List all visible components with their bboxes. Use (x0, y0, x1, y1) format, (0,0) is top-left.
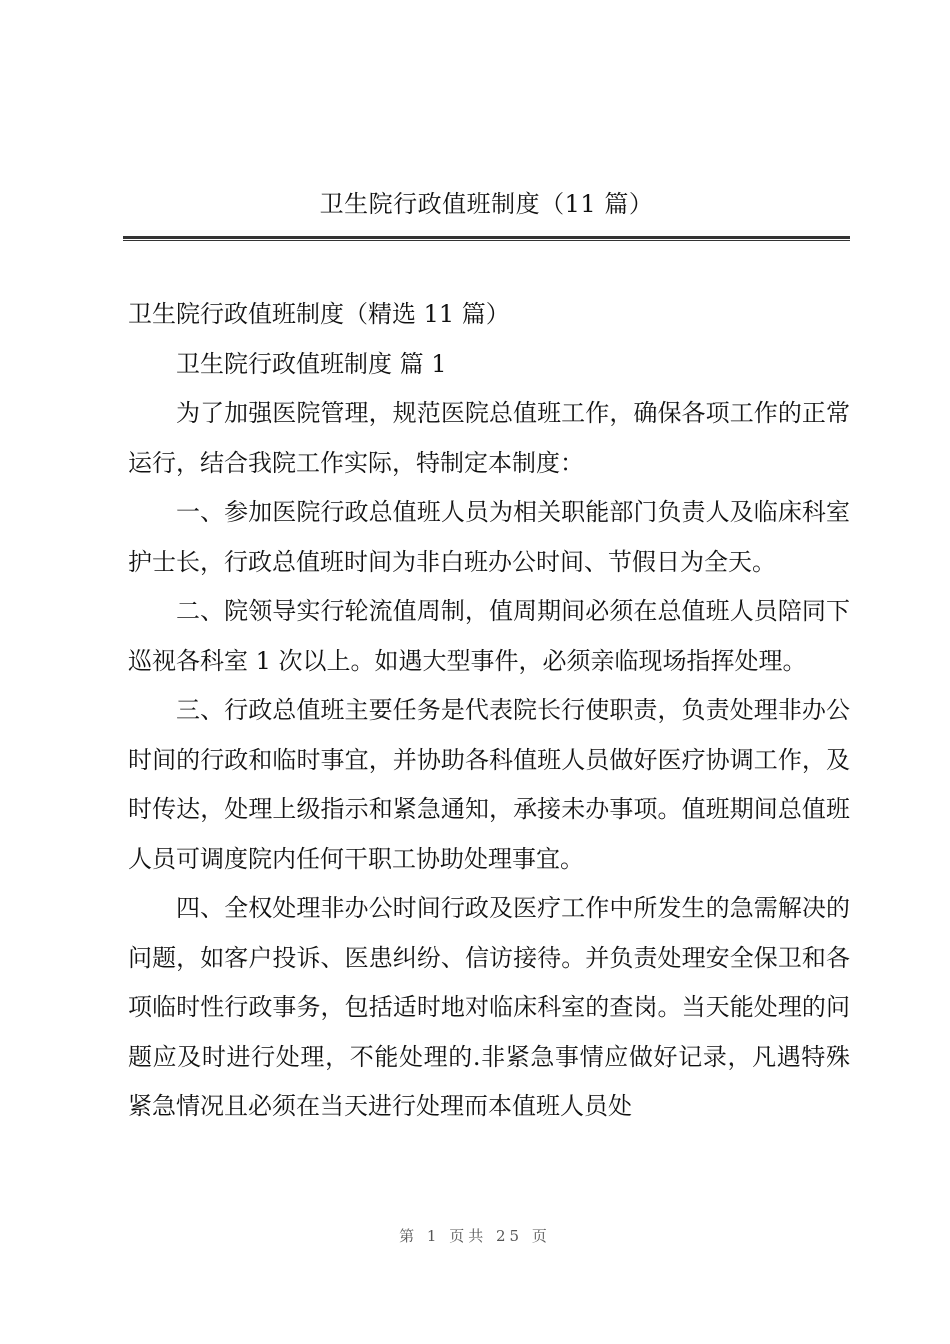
paragraph-item-2: 二、院领导实行轮流值周制，值周期间必须在总值班人员陪同下巡视各科室 1 次以上。如遇大型事件，必须亲临现场指挥处理。 (128, 597, 850, 675)
paragraph-item-1: 一、参加医院行政总值班人员为相关职能部门负责人及临床科室护士长，行政总值班时间为非白班办公时间、节假日为全天。 (128, 498, 850, 576)
document-lead: 卫生院行政值班制度（精选 11 篇） (128, 300, 510, 328)
document-body (128, 290, 850, 1132)
page-header-title: 卫生院行政值班制度（11 篇） (319, 190, 654, 218)
section-heading: 卫生院行政值班制度 篇 1 (176, 349, 447, 378)
page-footer-indicator: 第 1 页共 25 页 (399, 1227, 551, 1245)
paragraph-item-3: 三、行政总值班主要任务是代表院长行使职责，负责处理非办公时间的行政和临时事宜，并协助各科值班人员做好医疗协调工作，及时传达，处理上级指示和紧急通知，承接未办事项。值班期间总值班人员可调度院内任何干职工协助处理事宜。 (128, 696, 850, 873)
paragraph-item-4: 四、全权处理非办公时间行政及医疗工作中所发生的急需解决的问题，如客户投诉、医患纠纷、信访接待。并负责处理安全保卫和各项临时性行政事务，包括适时地对临床科室的查岗。当天能处理的问题应及时进行处理，不能处理的.非紧急事情应做好记录，凡遇特殊紧急情况且必须在当天进行处理而本值班人员处 (128, 894, 850, 1120)
header-divider (123, 236, 850, 241)
paragraph-intro: 为了加强医院管理，规范医院总值班工作，确保各项工作的正常运行，结合我院工作实际，特制定本制度： (128, 399, 850, 477)
